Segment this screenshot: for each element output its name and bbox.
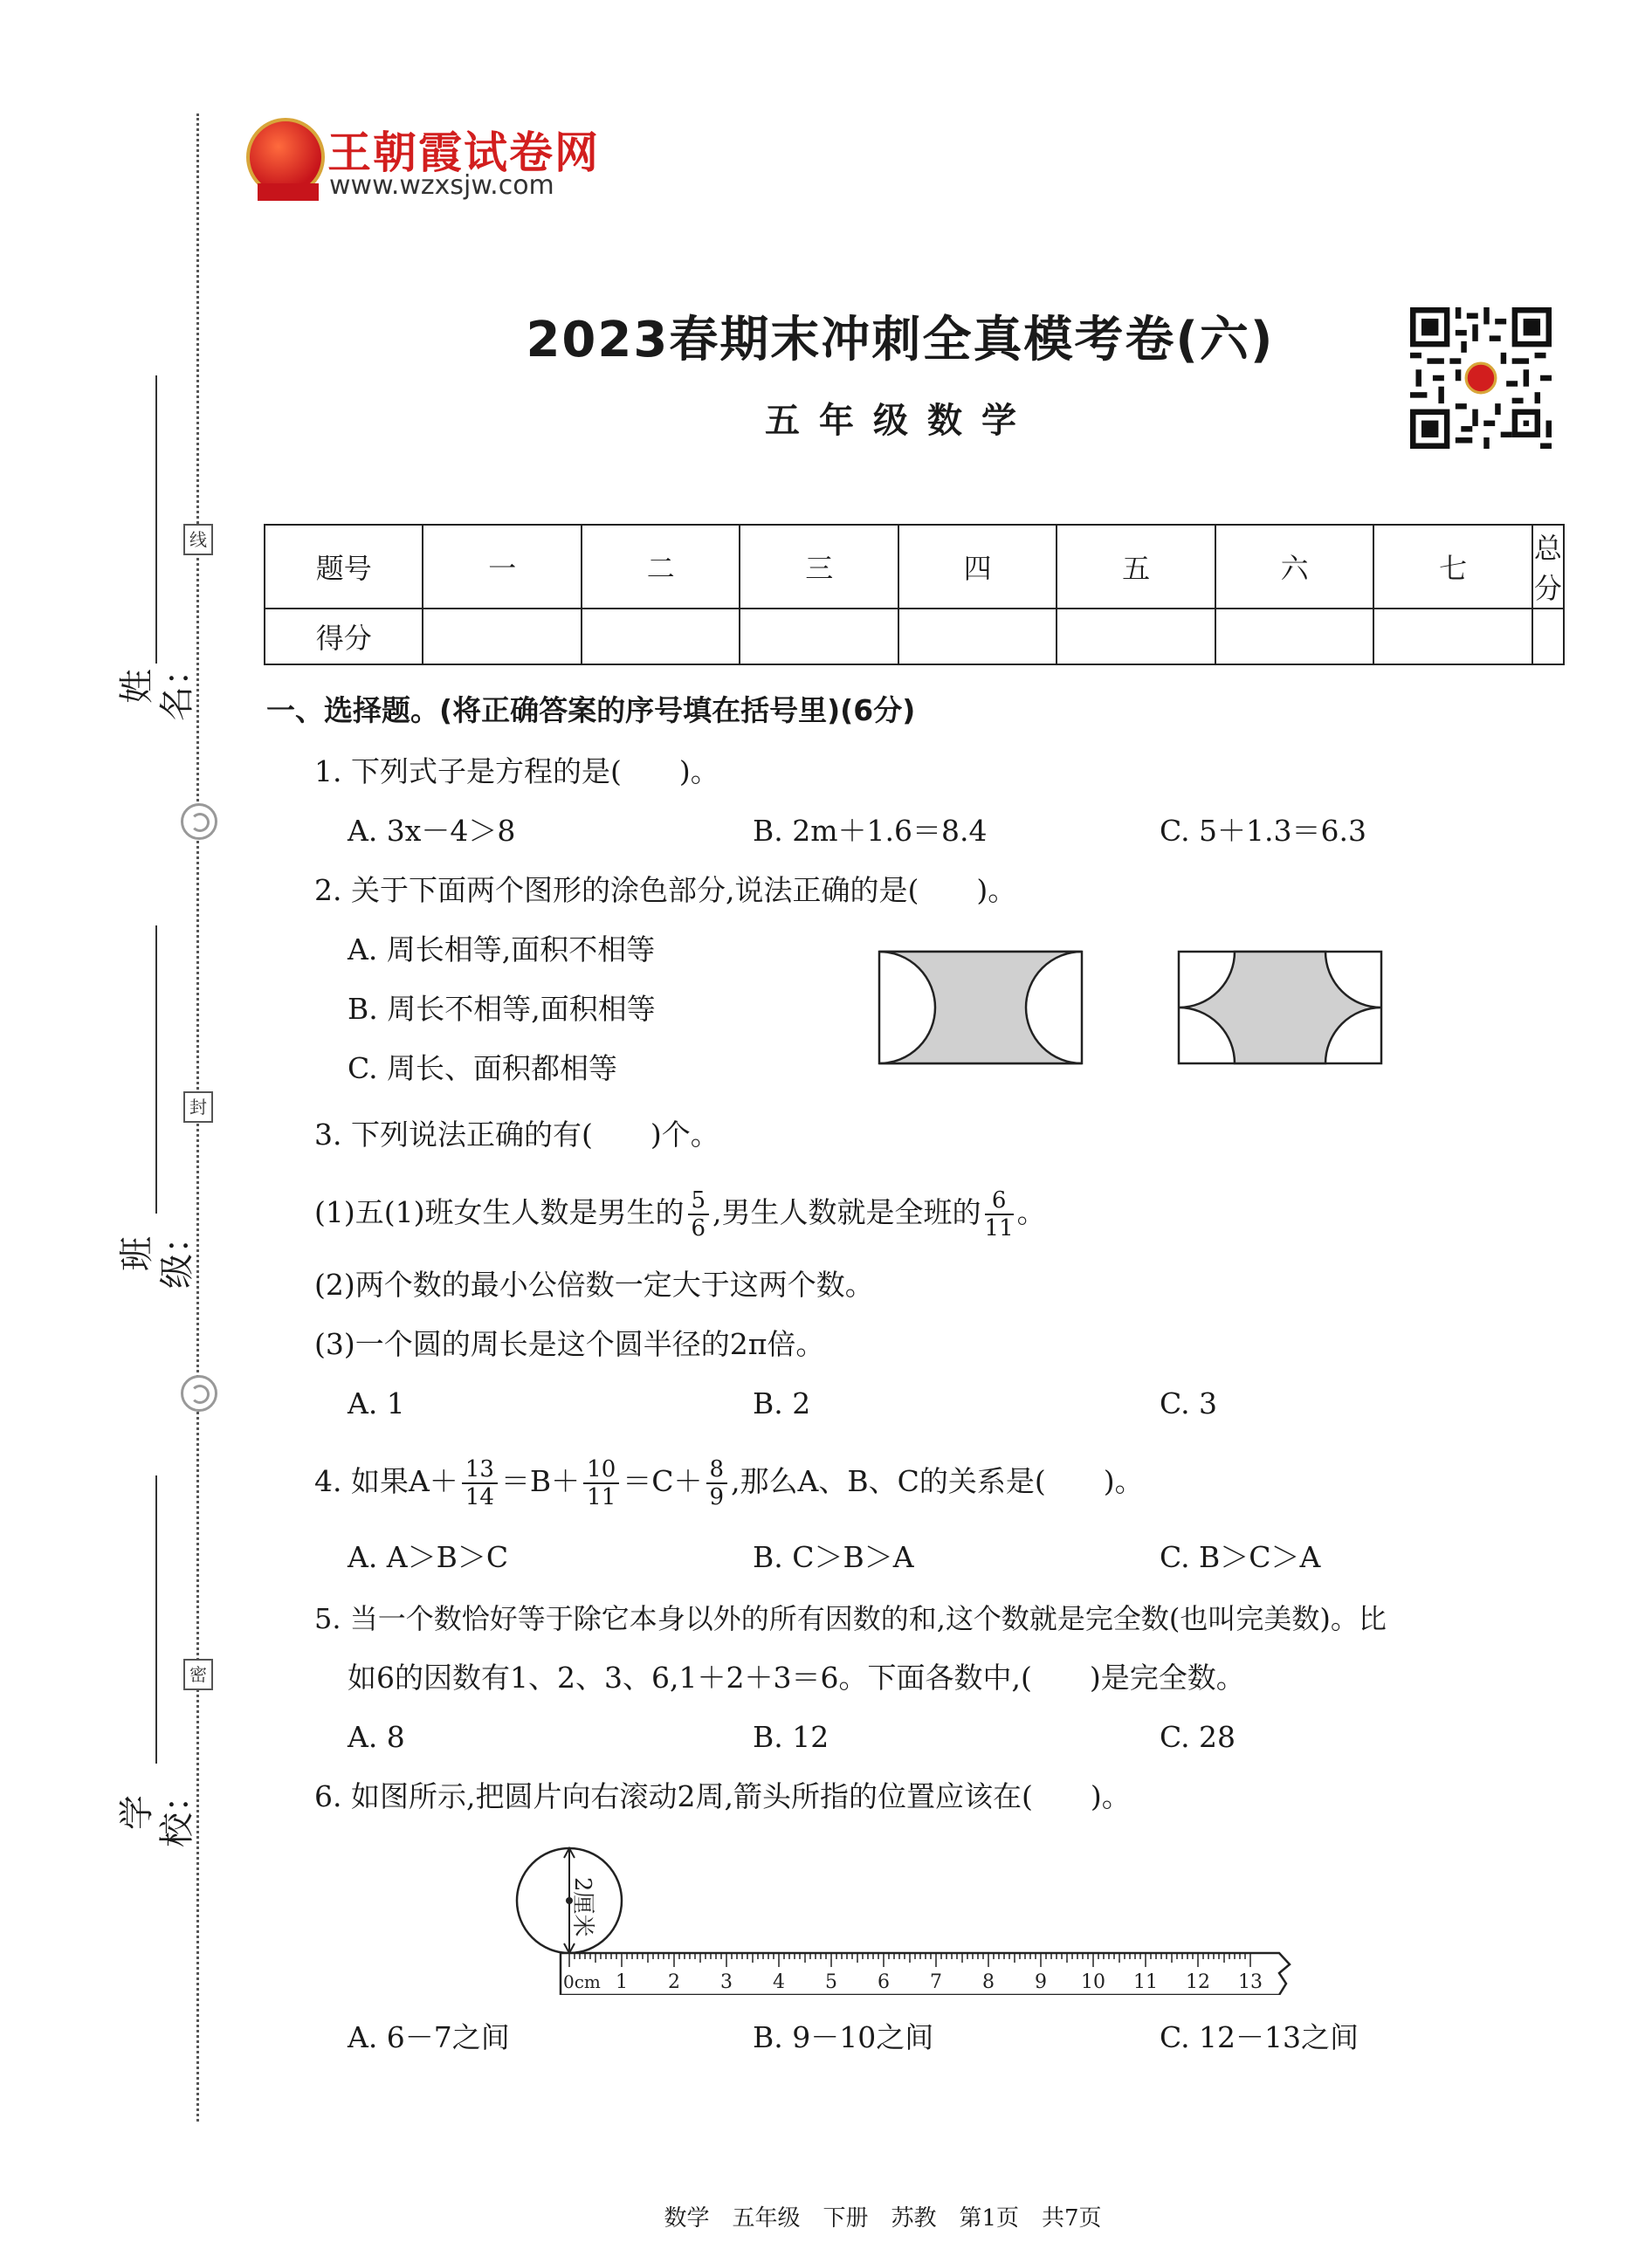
score-input-cell[interactable] bbox=[1215, 609, 1373, 664]
section-heading: 一、选择题。(将正确答案的序号填在括号里)(6分) bbox=[266, 693, 916, 727]
school-label: 学校： bbox=[117, 1778, 197, 1847]
ruler-tick-label: 11 bbox=[1133, 1971, 1158, 1993]
ruler-tick-label: 10 bbox=[1081, 1971, 1105, 1993]
ruler-tick-label: 13 bbox=[1238, 1971, 1263, 1993]
q3-stem: 3. 下列说法正确的有( )个。 bbox=[314, 1118, 719, 1152]
seal-char-secret: 密 bbox=[183, 1659, 213, 1690]
ruler-tick-label: 1 bbox=[616, 1971, 628, 1993]
q2-option-a[interactable]: A. 周长相等,面积不相等 bbox=[348, 932, 656, 966]
score-input-cell[interactable] bbox=[582, 609, 740, 664]
brand-logo-ribbon bbox=[258, 183, 319, 201]
score-table bbox=[264, 524, 1565, 665]
q2-figure-left bbox=[878, 950, 1084, 1065]
q2-figure-right bbox=[1177, 950, 1383, 1065]
q1-option-c[interactable]: C. 5＋1.3＝6.3 bbox=[1160, 814, 1367, 848]
binding-swirl-icon bbox=[181, 1375, 217, 1412]
radius-label: 2厘米 bbox=[569, 1877, 595, 1937]
class-underline bbox=[155, 925, 157, 1214]
score-header-cell: 一 bbox=[423, 525, 581, 609]
fraction-13-14: $\frac{13}{14}$ bbox=[462, 1456, 498, 1510]
fraction-8-9: $\frac{8}{9}$ bbox=[706, 1456, 728, 1510]
score-header-cell: 四 bbox=[898, 525, 1057, 609]
ruler-tick-label: 2 bbox=[668, 1971, 680, 1993]
score-table-header-row bbox=[265, 525, 1564, 609]
score-input-cell[interactable] bbox=[1057, 609, 1215, 664]
q3-option-c[interactable]: C. 3 bbox=[1160, 1386, 1218, 1420]
score-header-cell: 七 bbox=[1373, 525, 1532, 609]
q5-stem-line-1: 5. 当一个数恰好等于除它本身以外的所有因数的和,这个数就是完全数(也叫完美数)。比 bbox=[314, 1602, 1387, 1635]
q4-option-a[interactable]: A. A＞B＞C bbox=[348, 1540, 509, 1574]
ruler-tick-label: 5 bbox=[825, 1971, 837, 1993]
q6-ruler-figure bbox=[511, 1842, 1314, 1995]
q6-stem: 6. 如图所示,把圆片向右滚动2周,箭头所指的位置应该在( )。 bbox=[314, 1779, 1131, 1813]
score-header-cell: 五 bbox=[1057, 525, 1215, 609]
score-header-cell: 六 bbox=[1215, 525, 1373, 609]
ruler-tick-label: 4 bbox=[773, 1971, 785, 1993]
q4-option-b[interactable]: B. C＞B＞A bbox=[753, 1540, 914, 1574]
ruler-tick-label: 3 bbox=[720, 1971, 733, 1993]
ruler-tick-label: 8 bbox=[982, 1971, 995, 1993]
q3-option-a[interactable]: A. 1 bbox=[348, 1386, 405, 1420]
q2-stem: 2. 关于下面两个图形的涂色部分,说法正确的是( )。 bbox=[314, 873, 1017, 907]
q5-option-c[interactable]: C. 28 bbox=[1160, 1720, 1236, 1754]
q6-option-b[interactable]: B. 9－10之间 bbox=[753, 2020, 934, 2054]
fraction-10-11: $\frac{10}{11}$ bbox=[583, 1456, 619, 1510]
fraction-5-6: $\frac{5}{6}$ bbox=[688, 1187, 710, 1241]
ruler-tick-label: 6 bbox=[878, 1971, 890, 1993]
ruler-tick-label: 7 bbox=[930, 1971, 942, 1993]
score-input-cell[interactable] bbox=[740, 609, 898, 664]
score-input-cell[interactable] bbox=[423, 609, 581, 664]
brand-name: 王朝霞试卷网 bbox=[327, 127, 600, 178]
score-table-score-row bbox=[265, 609, 1564, 664]
q4-stem: 4. 如果A＋ $\frac{13}{14}$ ＝B＋ $\frac{10}{11}$ ＝C＋ $\frac{8}{9}$ ,那么A、B、C的关系是( )。 bbox=[314, 1456, 1144, 1510]
score-row-label: 得分 bbox=[265, 609, 423, 664]
school-underline bbox=[155, 1475, 157, 1764]
q1-option-b[interactable]: B. 2m＋1.6＝8.4 bbox=[753, 814, 988, 848]
score-header-cell: 二 bbox=[582, 525, 740, 609]
q3-option-b[interactable]: B. 2 bbox=[753, 1386, 811, 1420]
q3-statement-2: (2)两个数的最小公倍数一定大于这两个数。 bbox=[314, 1268, 874, 1302]
score-input-cell[interactable] bbox=[1532, 609, 1564, 664]
score-input-cell[interactable] bbox=[1373, 609, 1532, 664]
class-label: 班级： bbox=[117, 1219, 197, 1289]
page-title: 2023春期末冲刺全真模考卷(六) bbox=[526, 312, 1275, 368]
q1-option-a[interactable]: A. 3x－4＞8 bbox=[348, 814, 516, 848]
ruler-tick-label: 9 bbox=[1035, 1971, 1047, 1993]
binding-swirl-icon bbox=[181, 803, 217, 840]
page-subtitle: 五年级数学 bbox=[765, 401, 1036, 441]
seal-char-line: 线 bbox=[183, 524, 213, 555]
score-header-cell: 三 bbox=[740, 525, 898, 609]
ruler-unit-label: 0cm bbox=[563, 1971, 601, 1992]
brand-url: www.wzxsjw.com bbox=[329, 170, 554, 201]
score-input-cell[interactable] bbox=[898, 609, 1057, 664]
ruler-tick-label: 12 bbox=[1186, 1971, 1210, 1993]
q1-stem: 1. 下列式子是方程的是( )。 bbox=[314, 754, 719, 788]
q6-option-a[interactable]: A. 6－7之间 bbox=[348, 2020, 510, 2054]
q5-option-b[interactable]: B. 12 bbox=[753, 1720, 829, 1754]
q3-statement-3: (3)一个圆的周长是这个圆半径的2π倍。 bbox=[314, 1327, 825, 1361]
name-label: 姓名： bbox=[117, 651, 197, 721]
q3-statement-1: (1)五(1)班女生人数是男生的 $\frac{5}{6}$ ,男生人数就是全班的 $\frac{6}{11}$ 。 bbox=[314, 1187, 1046, 1241]
q2-option-b[interactable]: B. 周长不相等,面积相等 bbox=[348, 992, 656, 1026]
q4-option-c[interactable]: C. B＞C＞A bbox=[1160, 1540, 1321, 1574]
q5-stem-line-2: 如6的因数有1、2、3、6,1＋2＋3＝6。下面各数中,( )是完全数。 bbox=[348, 1661, 1245, 1695]
seal-char-seal: 封 bbox=[183, 1091, 213, 1123]
q6-option-c[interactable]: C. 12－13之间 bbox=[1160, 2020, 1359, 2054]
page-footer: 数学 五年级 下册 苏教 第1页 共7页 bbox=[664, 2205, 1102, 2232]
score-header-cell: 总分 bbox=[1532, 525, 1564, 609]
q2-option-c[interactable]: C. 周长、面积都相等 bbox=[348, 1051, 618, 1085]
qr-code-icon bbox=[1410, 307, 1552, 449]
score-header-cell: 题号 bbox=[265, 525, 423, 609]
fraction-6-11: $\frac{6}{11}$ bbox=[984, 1187, 1014, 1241]
q5-option-a[interactable]: A. 8 bbox=[348, 1720, 405, 1754]
